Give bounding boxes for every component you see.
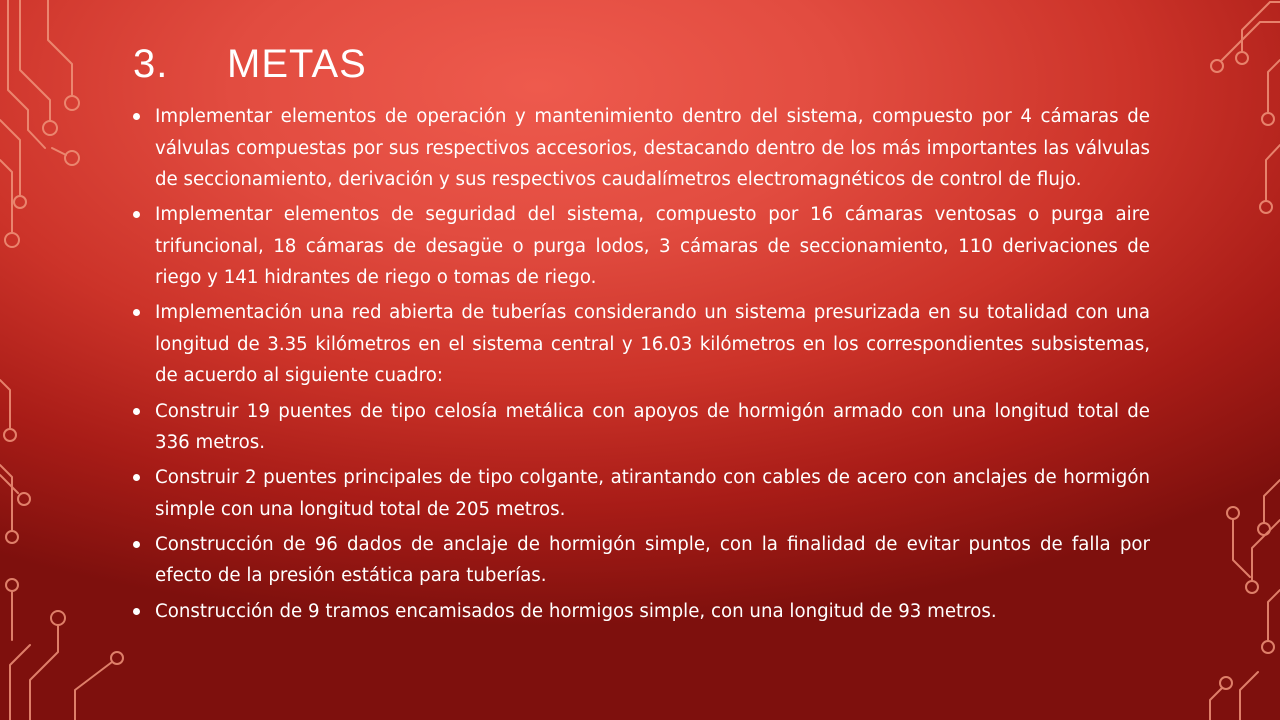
bullet-text: Implementación una red abierta de tuberías considerando un sistema presurizada en su totalidad con una longitud de 3.35 kilómetros en el sistema central y 16.03 kilómetros en los correspondientes subsistemas, de acuerdo al siguiente cuadro:	[155, 302, 1150, 387]
bullet-text: Construir 19 puentes de tipo celosía metálica con apoyos de hormigón armado con una longitud total de 336 metros.	[155, 400, 1150, 454]
bullet-dot-icon	[133, 608, 140, 615]
bullet-text: Implementar elementos de operación y mantenimiento dentro del sistema, compuesto por 4 cámaras de válvulas compuestas por sus respectivos accesorios, destacando dentro de los más importantes las válvulas de seccionamiento, derivación y sus respectivos caudalímetros electromagnéticos de control de flujo.	[155, 106, 1150, 190]
bullet-item	[133, 596, 1150, 628]
bullet-text: Construcción de 96 dados de anclaje de hormigón simple, con la finalidad de evitar puntos de falla por efecto de la presión estática para tuberías.	[155, 533, 1150, 587]
bullet-item	[133, 101, 1150, 196]
bullet-item	[133, 297, 1150, 392]
bullet-dot-icon	[133, 474, 140, 481]
title-number: 3.	[133, 42, 169, 86]
bullet-text: Implementar elementos de seguridad del sistema, compuesto por 16 cámaras ventosas o purga aire trifuncional, 18 cámaras de desagüe o purga lodos, 3 cámaras de seccionamiento, 110 derivaciones de riego y 141 hidrantes de riego o tomas de riego.	[155, 204, 1150, 289]
bullet-item	[133, 396, 1150, 459]
bullet-text: Construcción de 9 tramos encamisados de hormigos simple, con una longitud de 93 metros.	[155, 600, 997, 622]
bullet-item	[133, 199, 1150, 294]
bullet-dot-icon	[133, 309, 140, 316]
bullet-list	[133, 101, 1150, 631]
bullet-dot-icon	[133, 541, 140, 548]
bullet-item	[133, 529, 1150, 592]
bullet-item	[133, 462, 1150, 525]
bullet-dot-icon	[133, 113, 140, 120]
bullet-dot-icon	[133, 408, 140, 415]
title-text: METAS	[227, 42, 367, 86]
bullet-dot-icon	[133, 211, 140, 218]
slide-title	[133, 40, 367, 88]
bullet-text: Construir 2 puentes principales de tipo colgante, atirantando con cables de acero con anclajes de hormigón simple con una longitud total de 205 metros.	[155, 467, 1150, 520]
